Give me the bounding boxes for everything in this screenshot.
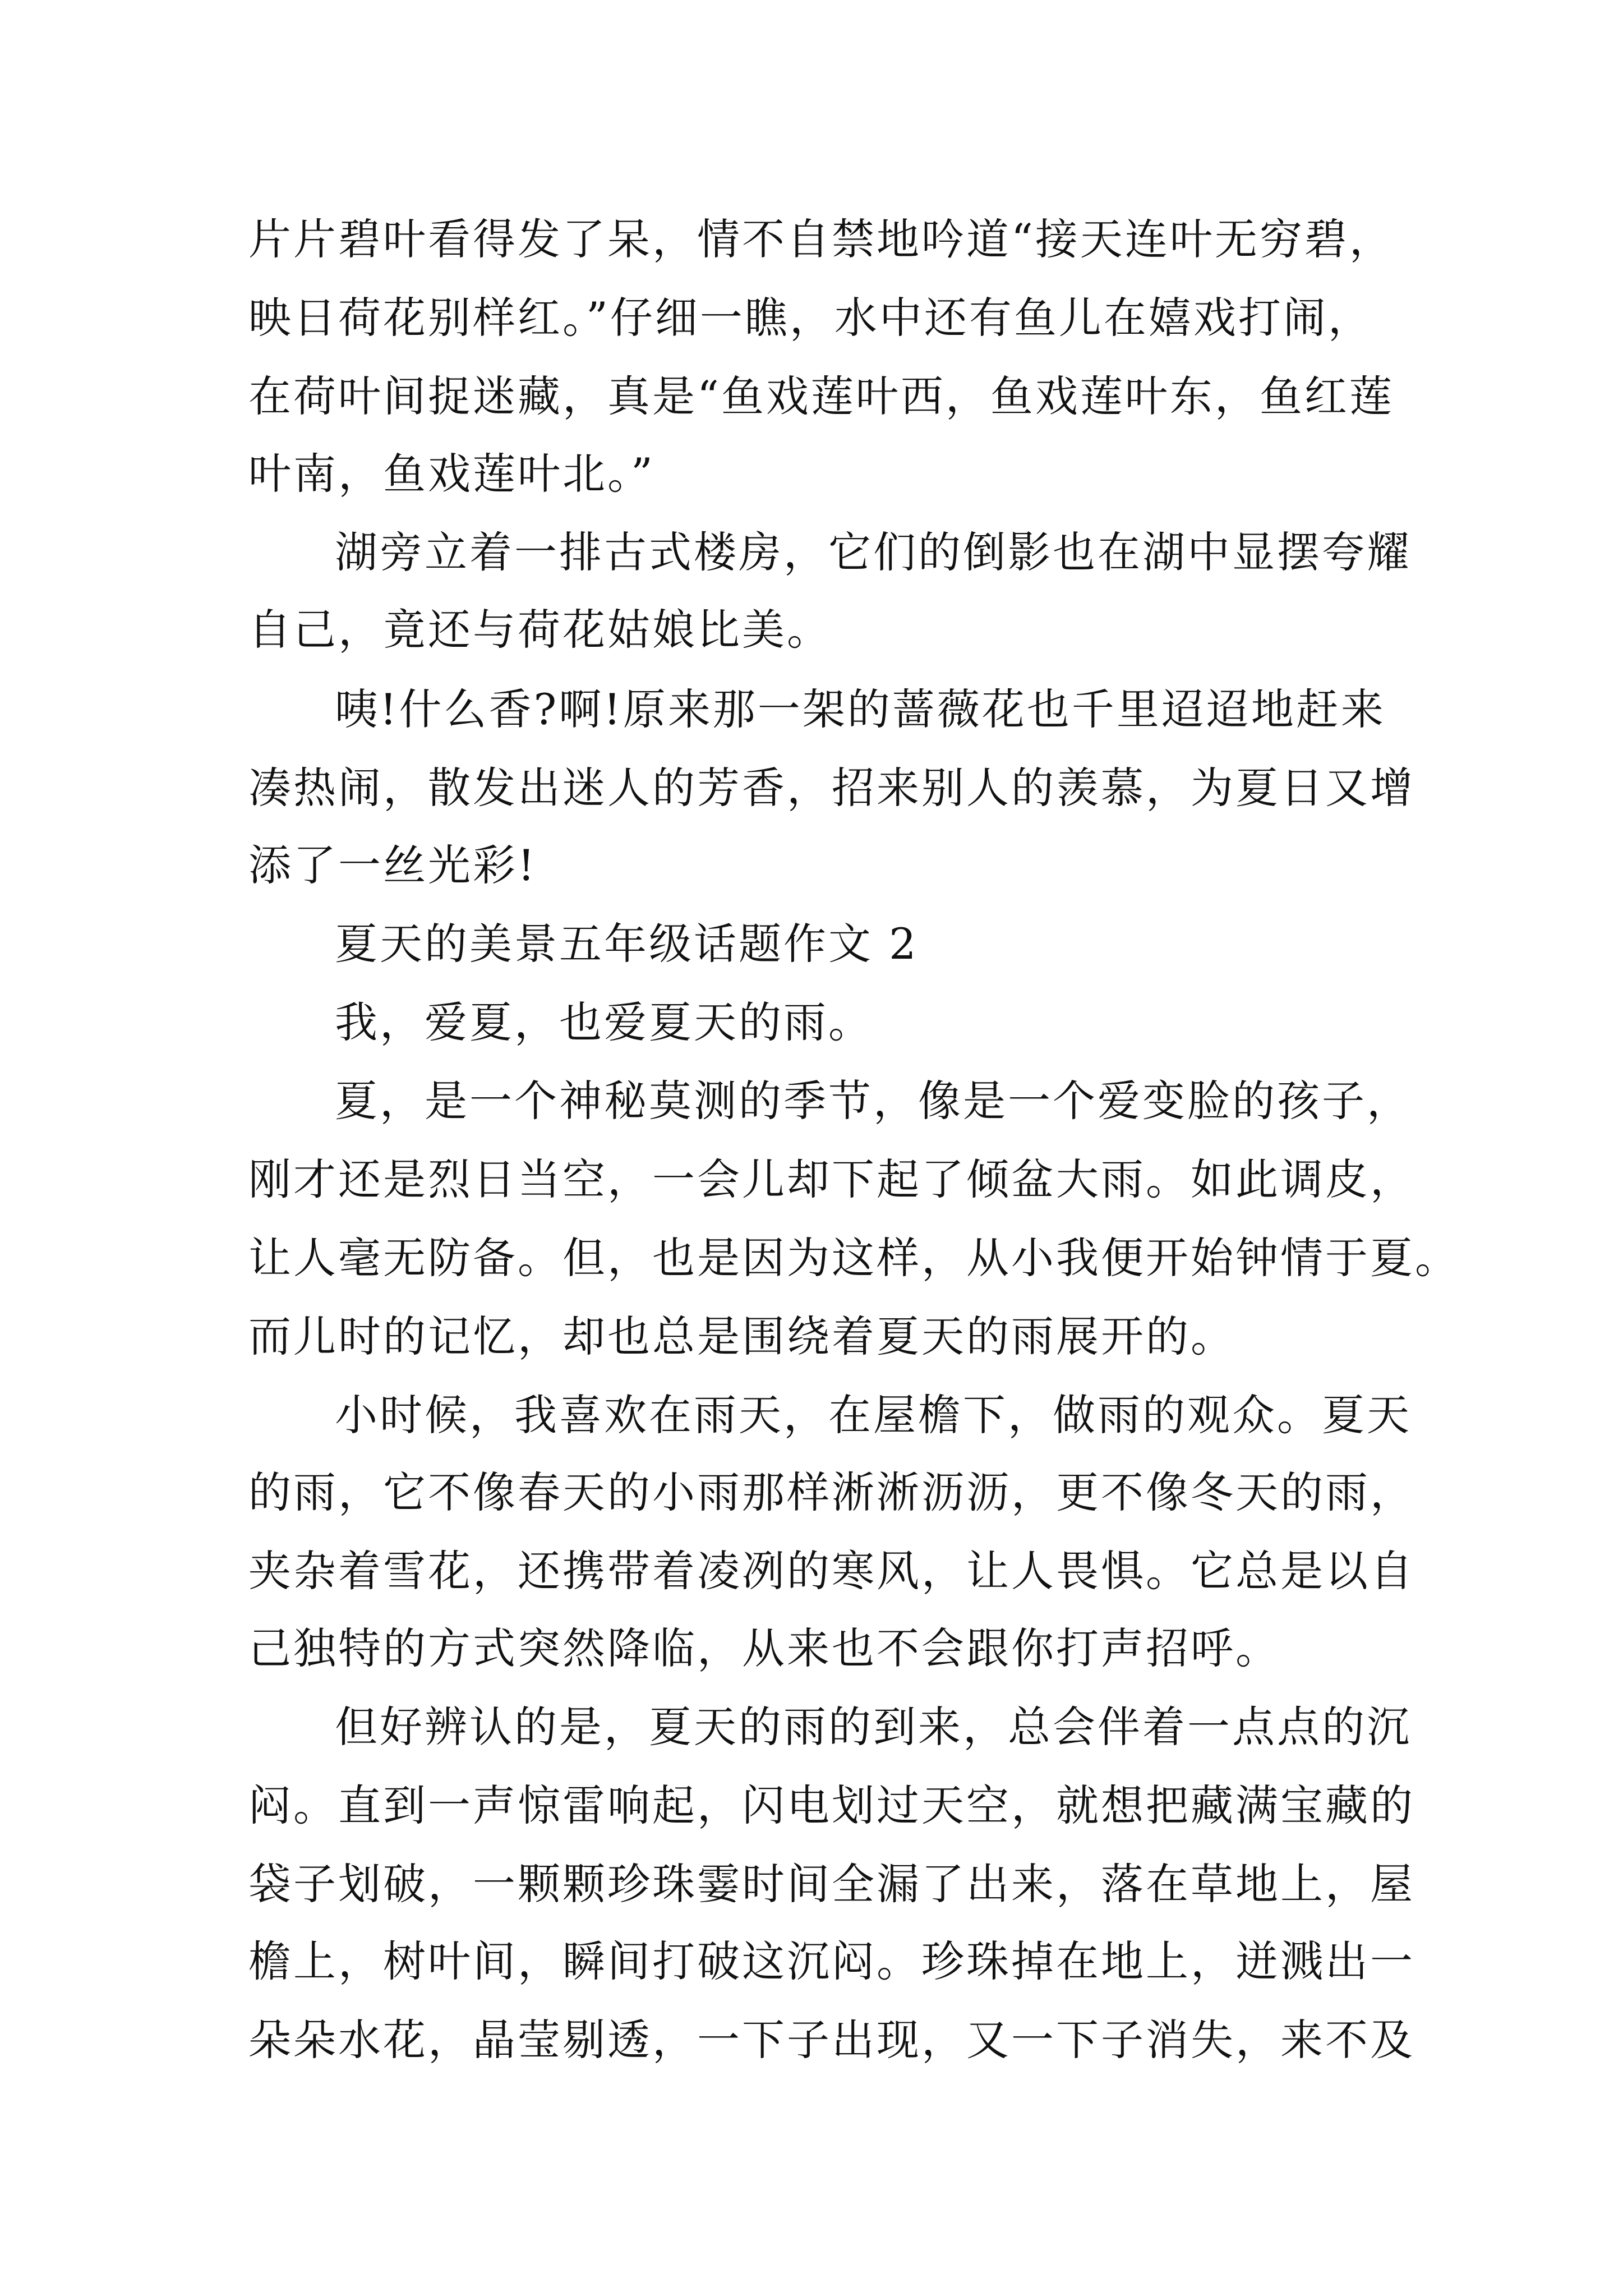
text-line: 的雨，它不像春天的小雨那样淅淅沥沥，更不像冬天的雨， xyxy=(248,1467,1415,1517)
text-line: 己独特的方式突然降临，从来也不会跟你打声招呼。 xyxy=(248,1623,1280,1673)
text-line: 自己，竟还与荷花姑娘比美。 xyxy=(248,605,832,655)
text-line: 叶南，鱼戏莲叶北。” xyxy=(248,449,655,499)
text-line: 添了一丝光彩! xyxy=(248,840,537,890)
text-line: 檐上，树叶间，瞬间打破这沉闷。珍珠掉在地上，迸溅出一 xyxy=(248,1936,1415,1986)
text-line: 刚才还是烈日当空，一会儿却下起了倾盆大雨。如此调皮， xyxy=(248,1154,1415,1204)
text-line: 我，爱夏，也爱夏天的雨。 xyxy=(335,997,873,1047)
text-line: 映日荷花别样红。”仔细一瞧，水中还有鱼儿在嬉戏打闹， xyxy=(248,293,1373,343)
text-line: 夏，是一个神秘莫测的季节，像是一个爱变脸的孩子， xyxy=(335,1076,1412,1126)
essay-heading: 夏天的美景五年级话题作文 2 xyxy=(335,919,919,969)
text-line: 凑热闹，散发出迷人的芳香，招来别人的羡慕，为夏日又增 xyxy=(248,763,1415,813)
text-line: 在荷叶间捉迷藏，真是“鱼戏莲叶西，鱼戏莲叶东，鱼红莲 xyxy=(248,371,1394,421)
text-line: 片片碧叶看得发了呆，情不自禁地吟道“接天连叶无穷碧， xyxy=(248,214,1394,264)
text-line: 朵朵水花，晶莹剔透，一下子出现，又一下子消失，来不及 xyxy=(248,2015,1415,2065)
text-line: 闷。直到一声惊雷响起，闪电划过天空，就想把藏满宝藏的 xyxy=(248,1780,1415,1830)
text-line: 但好辨认的是，夏天的雨的到来，总会伴着一点点的沉 xyxy=(335,1702,1412,1752)
text-line: 夹杂着雪花，还携带着凌冽的寒风，让人畏惧。它总是以自 xyxy=(248,1546,1415,1596)
text-line: 湖旁立着一排古式楼房，它们的倒影也在湖中显摆夸耀 xyxy=(335,527,1412,577)
text-line: 袋子划破，一颗颗珍珠霎时间全漏了出来，落在草地上，屋 xyxy=(248,1859,1415,1909)
text-line: 让人毫无防备。但，也是因为这样，从小我便开始钟情于夏。 xyxy=(248,1233,1460,1283)
text-line: 小时候，我喜欢在雨天，在屋檐下，做雨的观众。夏天 xyxy=(335,1390,1412,1440)
text-line: 而儿时的记忆，却也总是围绕着夏天的雨展开的。 xyxy=(248,1312,1235,1361)
text-line: 咦!什么香?啊!原来那一架的蔷薇花也千里迢迢地赶来 xyxy=(335,684,1386,734)
